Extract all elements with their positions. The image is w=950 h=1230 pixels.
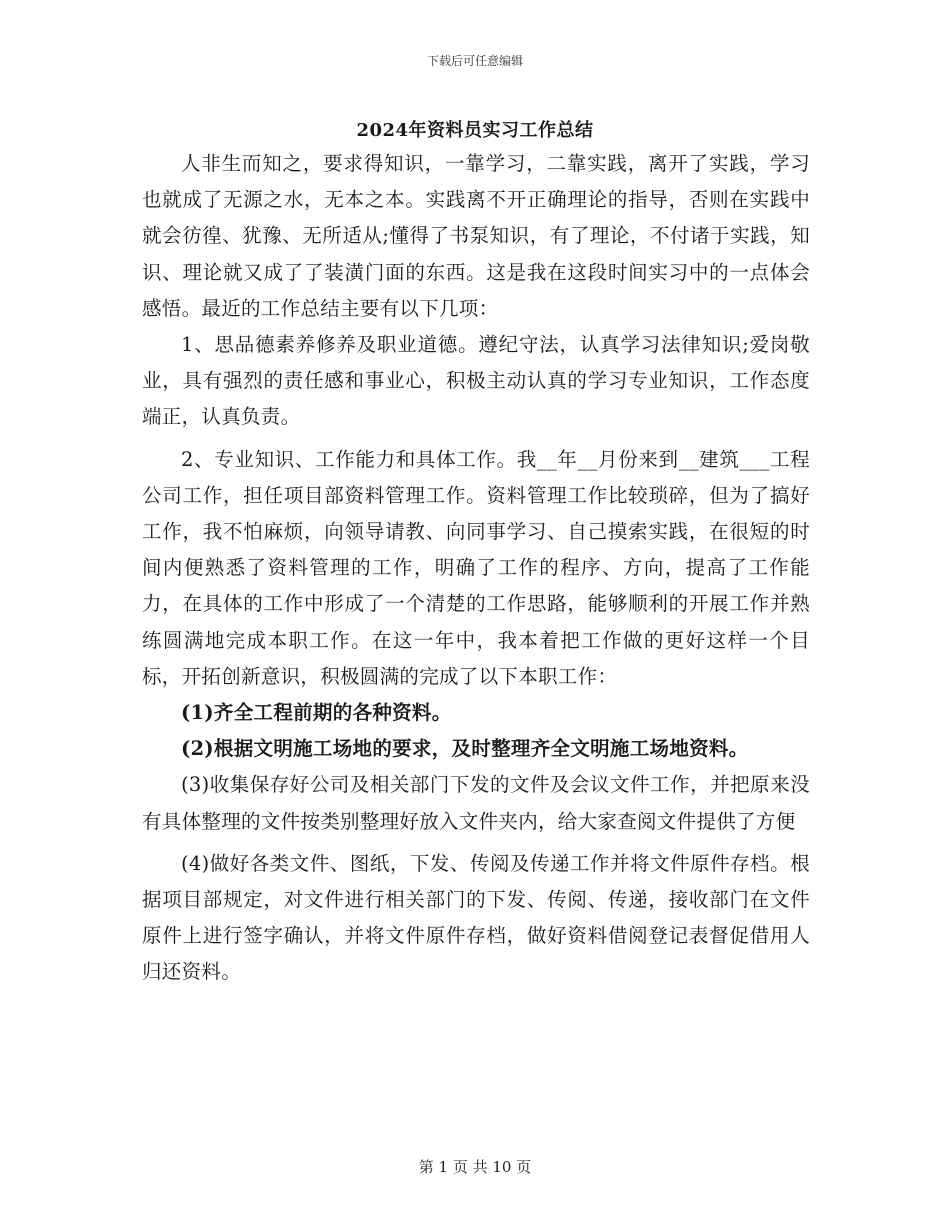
paragraph-item-1: 1、思品德素养修养及职业道德。遵纪守法，认真学习法律知识;爱岗敬业，具有强烈的责任感和事业心，积极主动认真的学习专业知识，工作态度端正，认真负责。 <box>142 333 810 429</box>
document-title: 2024年资料员实习工作总结 <box>356 120 594 141</box>
paragraph-intro: 人非生而知之，要求得知识，一靠学习，二靠实践，离开了实践，学习也就成了无源之水，无本之本。实践离不开正确理论的指导，否则在实践中就会彷徨、犹豫、无所适从;懂得了书泵知识，有了理论，不付诸于实践，知识、理论就又成了了装潢门面的东西。这是我在这段时间实习中的一点体会感悟。最近的工作总结主要有以下几项： <box>142 152 810 320</box>
paragraph-sub-item-2: (2)根据文明施工场地的要求，及时整理齐全文明施工场地资料。 <box>181 737 749 761</box>
document-body <box>142 146 810 991</box>
page-header-note: 下载后可任意编辑 <box>426 54 523 68</box>
paragraph-sub-item-4: (4)做好各类文件、图纸，下发、传阅及传递工作并将文件原件存档。根据项目部规定，对文件进行相关部门的下发、传阅、传递，接收部门在文件原件上进行签字确认，并将文件原件存档，做好资料借阅登记表督促借用人归还资料。 <box>142 851 810 984</box>
paragraph-item-2: 2、专业知识、工作能力和具体工作。我__年__月份来到__建筑___工程公司工作，担任项目部资料管理工作。资料管理工作比较琐碎，但为了搞好工作，我不怕麻烦，向领导请教、向同事学习、自己摸索实践，在很短的时间内便熟悉了资料管理的工作，明确了工作的程序、方向，提高了工作能力，在具体的工作中形成了一个清楚的工作思路，能够顺利的开展工作并熟练圆满地完成本职工作。在这一年中，我本着把工作做的更好这样一个目标，开拓创新意识，积极圆满的完成了以下本职工作： <box>142 447 810 688</box>
paragraph-sub-item-3: (3)收集保存好公司及相关部门下发的文件及会议文件工作，并把原来没有具体整理的文件按类别整理好放入文件夹内，给大家查阅文件提供了方便 <box>142 773 810 833</box>
paragraph-sub-item-1: (1)齐全工程前期的各种资料。 <box>181 701 452 725</box>
page-number-footer: 第 1 页 共 10 页 <box>418 1158 532 1176</box>
